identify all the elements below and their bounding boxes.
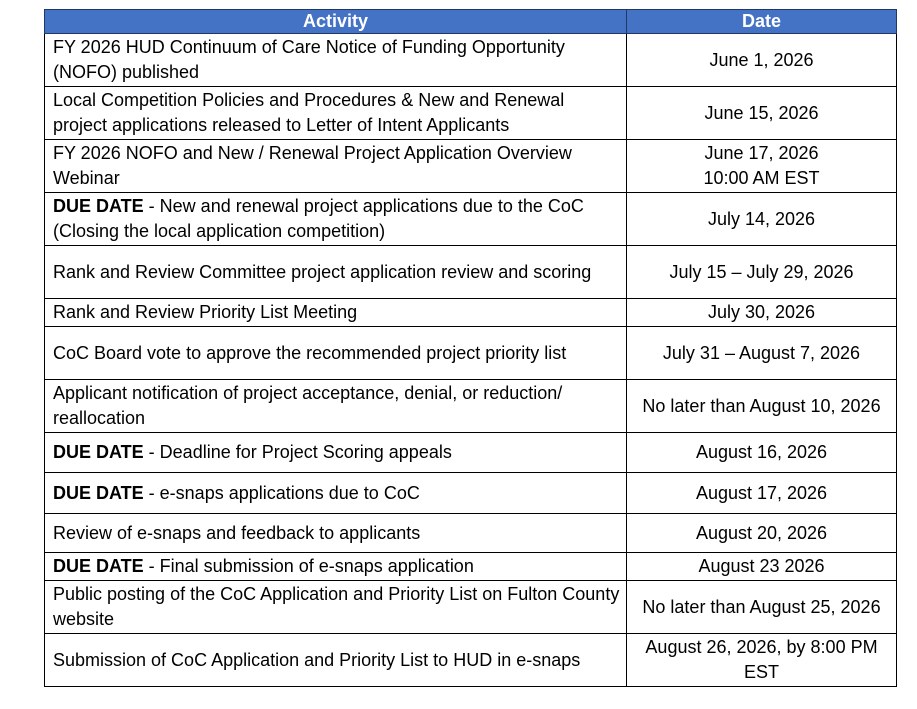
table-row (45, 380, 897, 433)
date-cell: July 15 – July 29, 2026 (627, 246, 897, 299)
activity-header: Activity (45, 10, 627, 34)
activity-cell (45, 433, 627, 473)
table-row (45, 87, 897, 140)
activity-cell (45, 34, 627, 87)
activity-text: FY 2026 HUD Continuum of Care Notice of Funding Opportunity (NOFO) published (53, 37, 565, 82)
table-row (45, 581, 897, 634)
schedule-table (44, 9, 897, 687)
date-cell (627, 140, 897, 193)
date-cell: August 26, 2026, by 8:00 PM EST (627, 634, 897, 687)
date-cell: August 17, 2026 (627, 473, 897, 514)
date-cell: June 15, 2026 (627, 87, 897, 140)
activity-text: Submission of CoC Application and Priority List to HUD in e-snaps (53, 649, 581, 670)
date-text: June 17, 2026 (704, 143, 819, 163)
date-cell: August 20, 2026 (627, 514, 897, 553)
activity-cell (45, 514, 627, 553)
table-row (45, 327, 897, 380)
table-row (45, 299, 897, 327)
activity-text: CoC Board vote to approve the recommended project priority list (53, 342, 567, 363)
due-date-label: DUE DATE (53, 442, 144, 462)
due-date-label: DUE DATE (53, 556, 144, 576)
table-row (45, 473, 897, 514)
date-cell: August 23 2026 (627, 553, 897, 581)
activity-cell (45, 140, 627, 193)
date-cell: July 31 – August 7, 2026 (627, 327, 897, 380)
activity-text: - Final submission of e-snaps application (143, 556, 474, 576)
activity-text: Local Competition Policies and Procedures & New and Renewal project applications released to Letter of Intent Applicants (53, 90, 565, 135)
date-cell: No later than August 10, 2026 (627, 380, 897, 433)
date-cell: July 14, 2026 (627, 193, 897, 246)
activity-cell (45, 299, 627, 327)
activity-cell (45, 581, 627, 634)
table-row (45, 553, 897, 581)
activity-cell (45, 246, 627, 299)
activity-cell (45, 193, 627, 246)
activity-text: Review of e-snaps and feedback to applicants (53, 522, 421, 543)
activity-text: - New and renewal project applications due to the CoC (Closing the local application competition) (53, 196, 584, 241)
activity-text: Applicant notification of project acceptance, denial, or reduction/ reallocation (53, 383, 563, 428)
activity-cell (45, 634, 627, 687)
date-cell: July 30, 2026 (627, 299, 897, 327)
table-row (45, 634, 897, 687)
date-cell: August 16, 2026 (627, 433, 897, 473)
table-row (45, 140, 897, 193)
due-date-label: DUE DATE (53, 482, 144, 503)
table-row (45, 193, 897, 246)
table-row (45, 34, 897, 87)
activity-cell (45, 327, 627, 380)
activity-text: - e-snaps applications due to CoC (143, 482, 420, 503)
activity-cell (45, 553, 627, 581)
due-date-label: DUE DATE (53, 196, 144, 216)
activity-cell (45, 473, 627, 514)
table-row (45, 433, 897, 473)
activity-text: Public posting of the CoC Application and Priority List on Fulton County website (53, 584, 620, 629)
header-row (45, 10, 897, 34)
date-cell: June 1, 2026 (627, 34, 897, 87)
activity-text: - Deadline for Project Scoring appeals (143, 442, 452, 462)
time-text: 10:00 AM EST (703, 168, 820, 188)
activity-cell (45, 87, 627, 140)
activity-cell (45, 380, 627, 433)
activity-text: Rank and Review Priority List Meeting (53, 302, 358, 322)
date-header: Date (627, 10, 897, 34)
date-cell: No later than August 25, 2026 (627, 581, 897, 634)
activity-text: FY 2026 NOFO and New / Renewal Project Application Overview Webinar (53, 143, 572, 188)
table-row (45, 514, 897, 553)
activity-text: Rank and Review Committee project application review and scoring (53, 261, 592, 282)
table-row (45, 246, 897, 299)
